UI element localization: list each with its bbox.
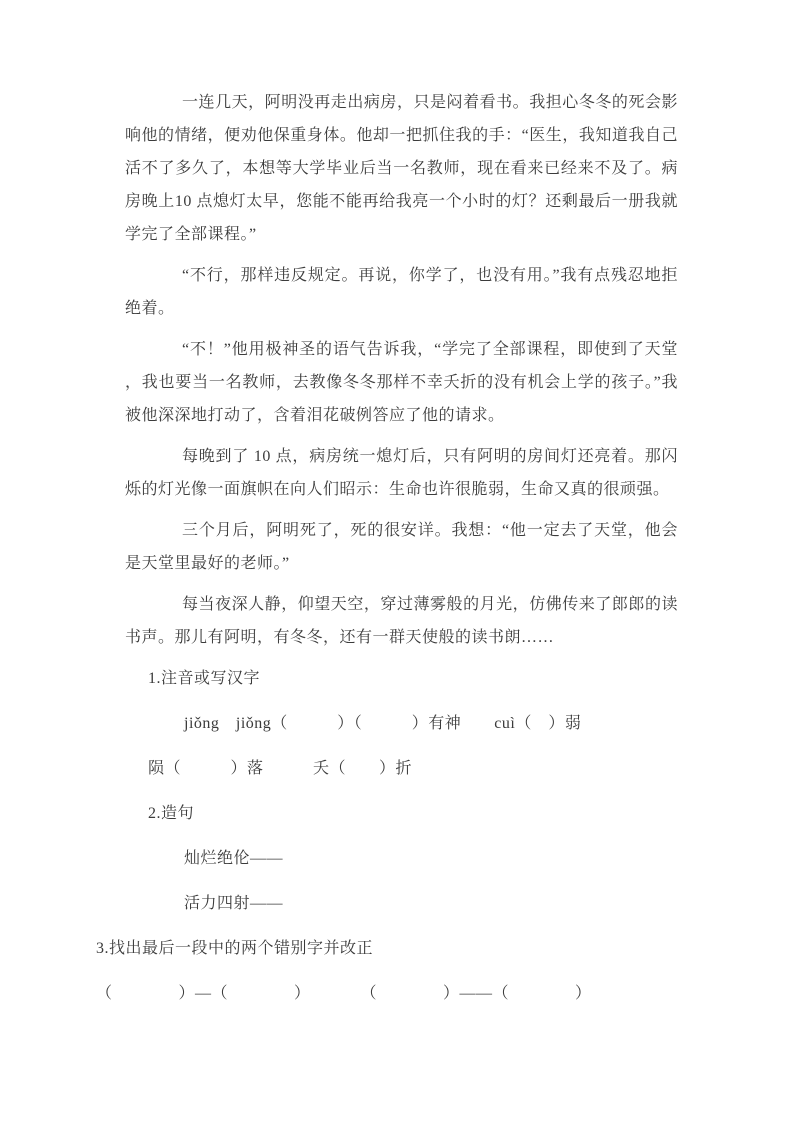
- question-3-answer-blanks: （ ）—（ ） （ ）——（ ）: [96, 985, 592, 1002]
- question-2-title: 2.造句: [148, 805, 195, 822]
- question-2-word-2: 活力四射——: [184, 895, 284, 912]
- reading-passage: [96, 86, 678, 654]
- question-2-word-1: 灿烂绝伦——: [184, 850, 284, 867]
- question-3-title: 3.找出最后一段中的两个错别字并改正: [96, 940, 374, 957]
- passage-paragraph-1: 一连几天，阿明没再走出病房，只是闷着看书。我担心冬冬的死会影响他的情绪，便劝他保重身体。他却一把抓住我的手：“医生，我知道我自己活不了多久了，本想等大学毕业后当一名教师，现在看来已经来不及了。病房晚上10 点熄灯太早，您能不能再给我亮一个小时的灯？还剩最后一册我就学完了全部课程。”: [125, 94, 678, 243]
- passage-paragraph-5: 三个月后，阿明死了，死的很安详。我想：“他一定去了天堂，他会是天堂里最好的老师。”: [125, 522, 678, 572]
- exercise-section: [96, 662, 677, 1010]
- question-1-pinyin-blanks: jiǒng jiǒng（ ）（ ）有神 cuì（ ）弱: [184, 715, 582, 732]
- passage-paragraph-4: 每晚到了 10 点，病房统一熄灯后，只有阿明的房间灯还亮着。那闪烁的灯光像一面旗帜在向人们昭示：生命也许很脆弱，生命又真的很顽强。: [125, 448, 678, 498]
- question-1-character-blanks: 陨（ ）落 夭（ ）折: [148, 760, 413, 777]
- passage-paragraph-2: “不行，那样违反规定。再说，你学了，也没有用。”我有点残忍地拒绝着。: [125, 267, 678, 317]
- question-1-title: 1.注音或写汉字: [148, 670, 261, 687]
- passage-paragraph-3: “不！”他用极神圣的语气告诉我，“学完了全部课程，即使到了天堂 ，我也要当一名教师，去教像冬冬那样不幸夭折的没有机会上学的孩子。”我被他深深地打动了，含着泪花破例答应了他的请求。: [125, 341, 678, 424]
- passage-paragraph-6: 每当夜深人静，仰望天空，穿过薄雾般的月光，仿佛传来了郎郎的读书声。那儿有阿明，有冬冬，还有一群天使般的读书朗……: [125, 596, 678, 646]
